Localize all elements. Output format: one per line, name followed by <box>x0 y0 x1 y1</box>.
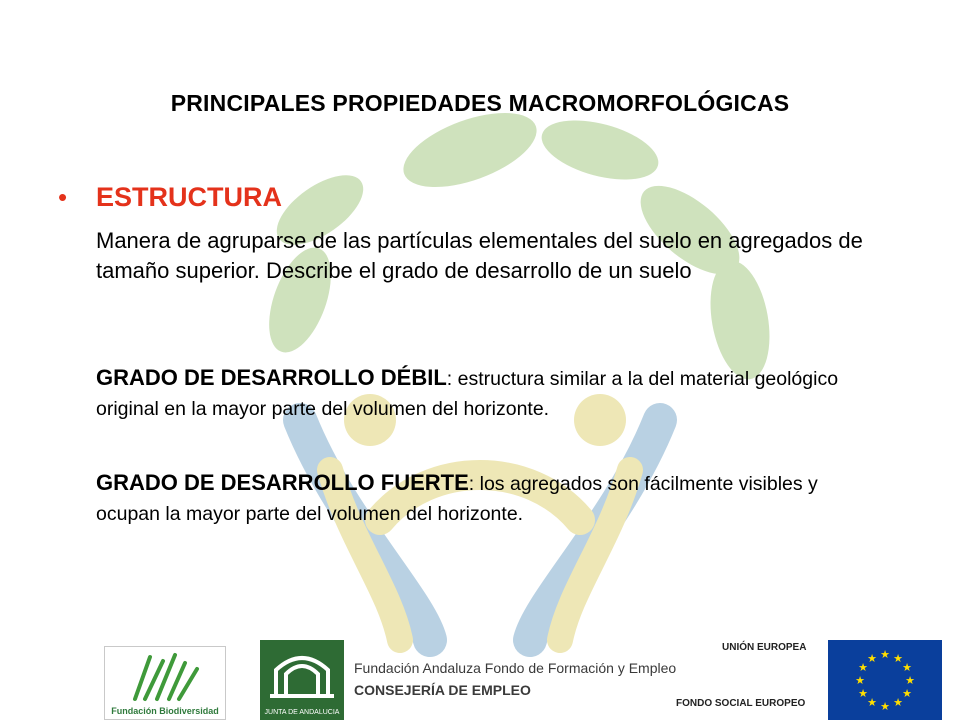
weak-grade-text: : estructura similar a la del material geológico original en la mayor parte del volumen del horizonte. <box>96 368 839 420</box>
svg-text:★: ★ <box>858 687 868 700</box>
svg-text:★: ★ <box>855 674 865 687</box>
footer-logos <box>0 636 960 720</box>
definition-paragraph: Manera de agruparse de las partículas elementales del suelo en agregados de tamaño superior. Describe el grado de desarrollo de un suelo <box>96 228 863 283</box>
bullet-heading: ESTRUCTURA <box>96 182 282 212</box>
bullet-estructura <box>58 182 282 213</box>
eu-stars-icon <box>828 640 942 720</box>
svg-text:★: ★ <box>893 652 903 665</box>
fundacion-andaluza-text: Fundación Andaluza Fondo de Formación y Empleo <box>354 660 677 676</box>
strong-grade-label: GRADO DE DESARROLLO FUERTE <box>96 470 469 495</box>
junta-andalucia-logo <box>260 640 344 720</box>
svg-text:★: ★ <box>902 661 912 674</box>
svg-text:★: ★ <box>893 696 903 709</box>
strong-grade-text: : los agregados son fácilmente visibles y ocupan la mayor parte del volumen del horizonte. <box>96 473 818 525</box>
weak-grade-paragraph <box>96 363 886 424</box>
bullet-marker: • <box>58 182 68 212</box>
consejeria-text: CONSEJERÍA DE EMPLEO <box>354 682 531 698</box>
svg-text:★: ★ <box>867 652 877 665</box>
arch-icon <box>260 640 344 704</box>
svg-text:★: ★ <box>880 648 890 661</box>
svg-text:★: ★ <box>867 696 877 709</box>
strong-grade-paragraph <box>96 468 886 529</box>
svg-text:★: ★ <box>858 661 868 674</box>
svg-text:★: ★ <box>880 700 890 713</box>
svg-text:★: ★ <box>902 687 912 700</box>
slide-title: PRINCIPALES PROPIEDADES MACROMORFOLÓGICAS <box>170 90 790 116</box>
junta-caption: JUNTA DE ANDALUCIA <box>264 709 340 716</box>
fundacion-biodiversidad-logo <box>104 646 226 720</box>
grass-icon <box>105 647 225 703</box>
union-europea-text: UNIÓN EUROPEA <box>722 642 807 653</box>
svg-text:★: ★ <box>905 674 915 687</box>
eu-flag-icon <box>828 640 942 720</box>
fondo-social-text: FONDO SOCIAL EUROPEO <box>676 698 806 709</box>
biodiversidad-caption: Fundación Biodiversidad <box>111 706 219 716</box>
weak-grade-label: GRADO DE DESARROLLO DÉBIL <box>96 365 447 390</box>
